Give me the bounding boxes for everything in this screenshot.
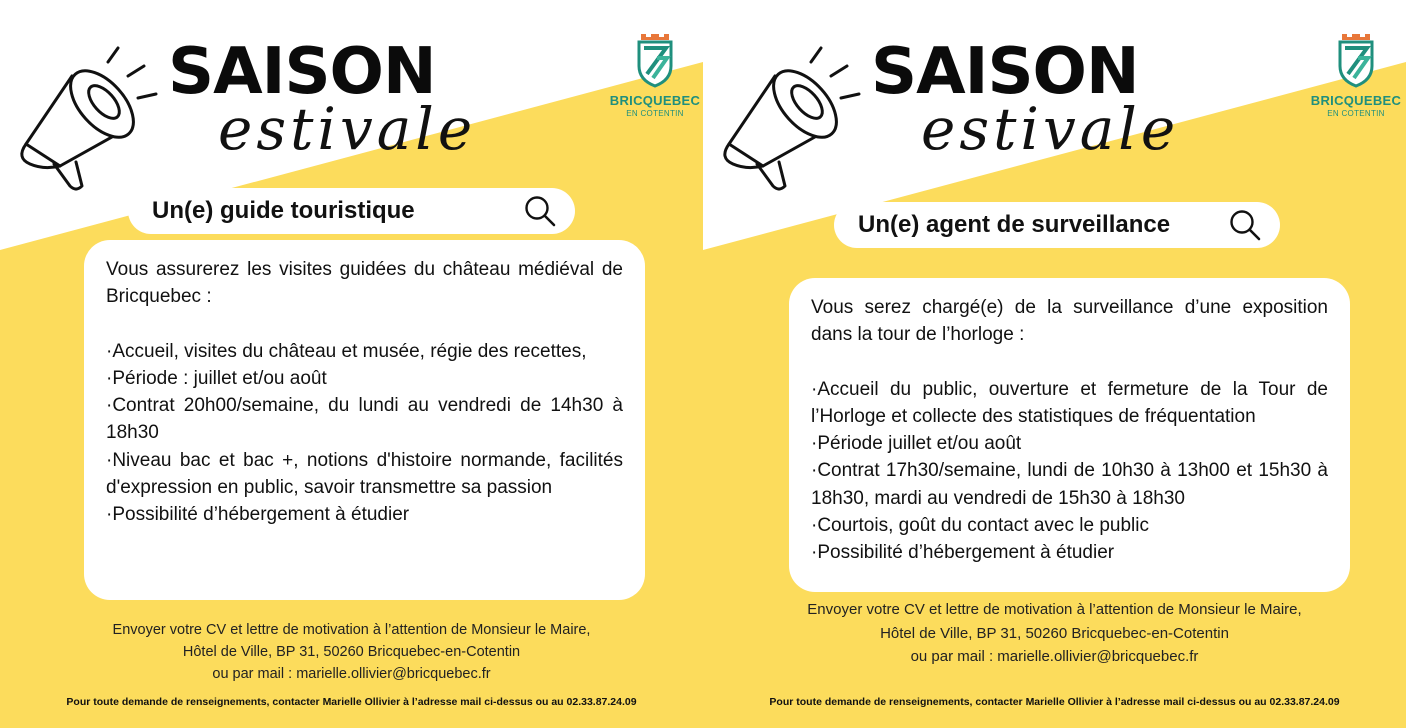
list-item: ·Possibilité d’hébergement à étudier bbox=[811, 542, 1115, 564]
logo-name: BRICQUEBEC bbox=[1310, 93, 1402, 108]
footer-line: Envoyer votre CV et lettre de motivation à l’attention de Monsieur le Maire, bbox=[807, 601, 1302, 618]
list-item: ·Période : juillet et/ou août bbox=[106, 367, 327, 389]
job-title-search-bar bbox=[834, 202, 1280, 248]
application-instructions bbox=[0, 619, 703, 685]
footer-line: Hôtel de Ville, BP 31, 50260 Bricquebec-en-Cotentin bbox=[182, 644, 521, 660]
job-title: Un(e) guide touristique bbox=[152, 197, 415, 224]
list-item: ·Possibilité d’hébergement à étudier bbox=[106, 504, 410, 526]
application-instructions bbox=[703, 598, 1406, 669]
job-description-card bbox=[84, 240, 645, 600]
search-icon bbox=[523, 194, 557, 228]
castle-logo-icon bbox=[635, 32, 675, 88]
logo-name: BRICQUEBEC bbox=[609, 93, 701, 108]
footer-line: ou par mail : marielle.ollivier@bricquebec.fr bbox=[910, 648, 1199, 665]
job-details-list bbox=[106, 338, 623, 529]
job-intro: Vous assurerez les visites guidées du château médiéval de Bricquebec : bbox=[106, 259, 623, 308]
list-item: ·Niveau bac et bac +, notions d'histoire normande, facilités d'expression en public, savoir transmettre sa passion bbox=[106, 449, 623, 499]
footer-line: Envoyer votre CV et lettre de motivation à l’attention de Monsieur le Maire, bbox=[112, 622, 591, 638]
contact-notice: Pour toute demande de renseignements, contacter Marielle Ollivier à l’adresse mail ci-dessus ou au 02.33.87.24.09 bbox=[66, 696, 637, 708]
castle-logo-icon bbox=[1336, 32, 1376, 88]
heading-saison: SAISON bbox=[871, 35, 1139, 109]
bricquebec-logo bbox=[605, 32, 703, 118]
heading-estivale: estivale bbox=[218, 95, 477, 163]
contact-notice: Pour toute demande de renseignements, contacter Marielle Ollivier à l’adresse mail ci-dessus ou au 02.33.87.24.09 bbox=[769, 696, 1340, 708]
list-item: ·Accueil du public, ouverture et fermeture de la Tour de l’Horloge et collecte des statistiques de fréquentation bbox=[811, 378, 1328, 427]
footer-line: Hôtel de Ville, BP 31, 50260 Bricquebec-en-Cotentin bbox=[880, 624, 1229, 642]
list-item: ·Contrat 17h30/semaine, lundi de 10h30 à 13h00 et 15h30 à 18h30, mardi au vendredi de 15h30 à 18h30 bbox=[811, 460, 1328, 509]
logo-subtitle: EN COTENTIN bbox=[1327, 109, 1385, 118]
job-title: Un(e) agent de surveillance bbox=[858, 211, 1171, 238]
megaphone-icon bbox=[8, 36, 168, 196]
list-item: ·Accueil, visites du château et musée, régie des recettes, bbox=[106, 340, 587, 362]
job-intro: Vous serez chargé(e) de la surveillance d’une exposition dans la tour de l’horloge : bbox=[811, 297, 1328, 346]
list-item: ·Période juillet et/ou août bbox=[811, 433, 1022, 455]
logo-subtitle: EN COTENTIN bbox=[626, 109, 684, 118]
list-item: ·Contrat 20h00/semaine, du lundi au vendredi de 14h30 à 18h30 bbox=[106, 395, 623, 444]
job-title-search-bar bbox=[128, 188, 575, 234]
heading-saison: SAISON bbox=[168, 35, 436, 109]
footer-line: ou par mail : marielle.ollivier@bricquebec.fr bbox=[212, 666, 491, 682]
megaphone-icon bbox=[711, 36, 871, 196]
search-icon bbox=[1228, 208, 1262, 242]
job-details-list bbox=[811, 376, 1328, 567]
heading-estivale: estivale bbox=[921, 95, 1180, 163]
list-item: ·Courtois, goût du contact avec le public bbox=[811, 515, 1149, 537]
job-description-card bbox=[789, 278, 1350, 592]
poster-agent-surveillance bbox=[703, 0, 1406, 728]
bricquebec-logo bbox=[1306, 32, 1406, 118]
